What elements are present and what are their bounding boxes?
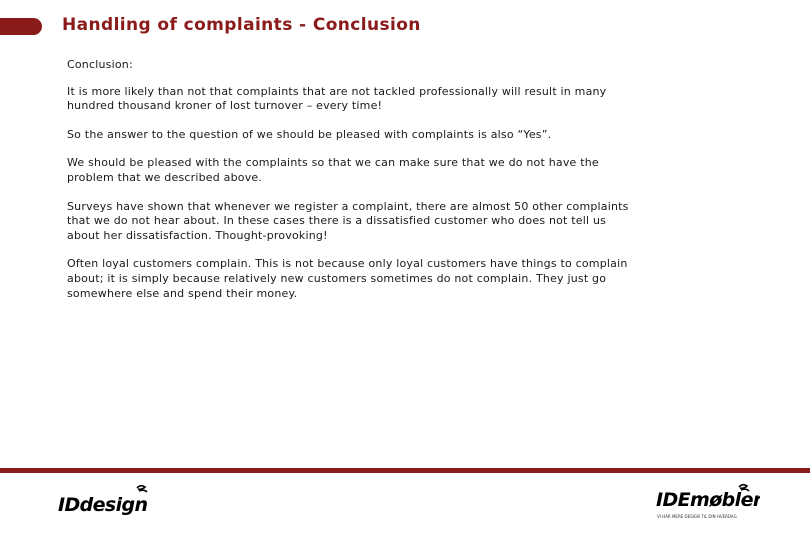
footer-divider [0, 468, 810, 473]
title-accent-tab [0, 18, 42, 35]
slide-body [67, 58, 637, 315]
idemobler-logo-text: IDEmøbler [656, 489, 760, 511]
iddesign-logo-text: IDdesign [58, 494, 148, 516]
iddesign-logo-graphic [57, 482, 157, 522]
paragraph-answer-yes: So the answer to the question of we should be pleased with complaints is also “Yes”. [67, 127, 552, 141]
slide-title: Handling of complaints - Conclusion [62, 15, 421, 35]
paragraph-be-pleased: We should be pleased with the complaints so that we can make sure that we do not have the problem that we described above. [67, 156, 599, 184]
iddesign-logo [57, 482, 157, 522]
paragraph-lost-turnover: It is more likely than not that complaints that are not tackled professionally will result in many hundred thousand kroner of lost turnover – every time! [67, 84, 607, 113]
paragraph-conclusion-label: Conclusion: [67, 58, 133, 71]
paragraph-surveys: Surveys have shown that whenever we register a complaint, there are almost 50 other complaints that we do not hear about. In these cases there is a dissatisfied customer who does not tell us about her dissatisfaction. Thought-provoking! [67, 199, 629, 242]
iddesign-swirl-icon [137, 486, 147, 492]
idemobler-logo-graphic [655, 482, 760, 522]
idemobler-logo [655, 482, 760, 522]
idemobler-tagline: VI HAR MERE DESIGN TIL DIN HVERDAG [657, 514, 737, 519]
paragraph-loyal-customers: Often loyal customers complain. This is not because only loyal customers have things to complain about; it is simply because relatively new customers sometimes do not complain. They just go somewhere else and spend their money. [67, 257, 628, 300]
